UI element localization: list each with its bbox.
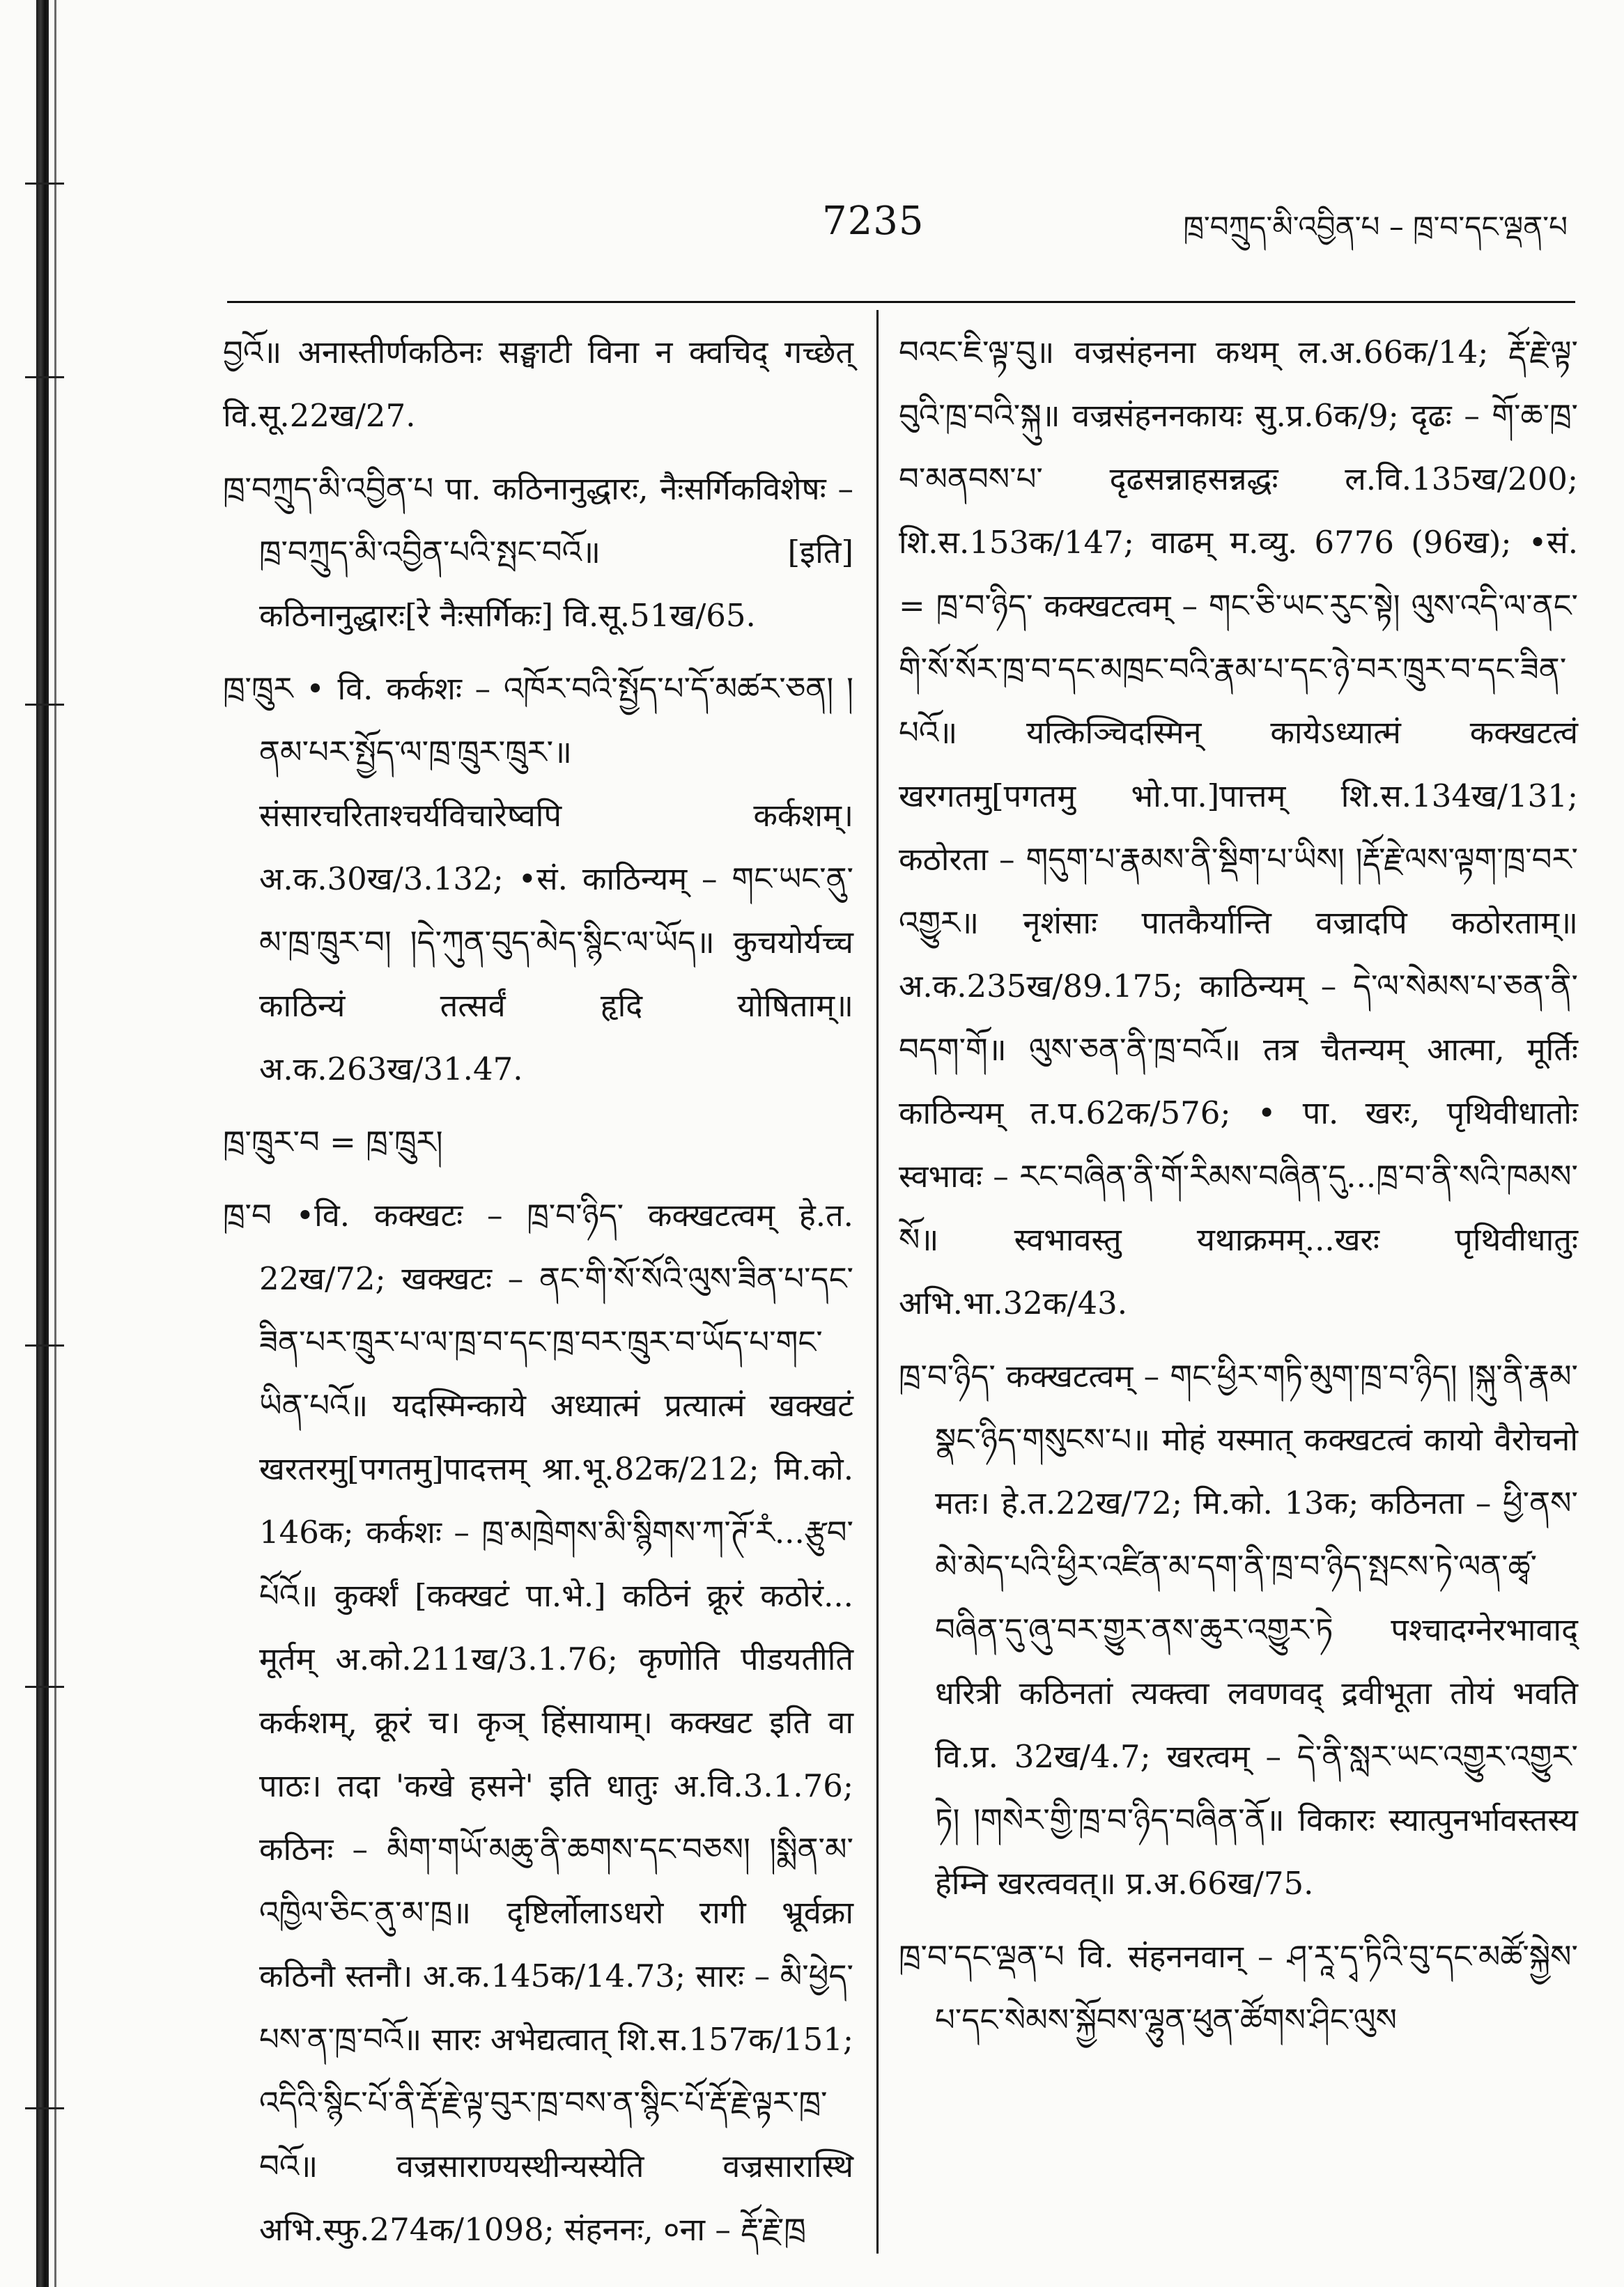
- dictionary-entry: ཁྲ་བ •वि. कक्खटः – ཁྲ་བ་ཉིད་ कक्खटत्वम् हे.त. 22ख/72; खक्खटः – ནང་གི་སོ་སོའི་ལུས་ཟིན་པ་དང་ཟིན་པར་ཁྲུར་པ་ལ་ཁྲ་བ་དང་ཁྲ་བར་ཁྲུར་བ་ཡོད་པ་གང་ཡིན་པའོ॥ यदस्मिन्काये अध्यात्मं प्रत्यात्मं खक्खटं खरतरमु[पगतमु]पादत्तम् श्रा.भू.82क/212; मि.को. 146क; कर्कशः – ཁྲ་མཁྲེགས་མི་སྙིགས་ཀ་ཊོ་རཾ...རྩུབ་པོའོ॥ कुर्क्शं [कक्खटं पा.भे.] कठिनं क्रूरं कठोरं... मूर्तम् अ.को.211ख/3.1.76; कृणोति पीडयतीति कर्कशम्, क्रूरं च। कृञ् हिंसायाम्। कक्खट इति वा पाठः। तदा 'कखे हसने' इति धातुः अ.वि.3.1.76; कठिनः – མིག་གཡོ་མཆུ་ནི་ཆགས་དང་བཅས། །སྨིན་མ་འཁྱིལ་ཅིང་ནུ་མ་ཁྲ॥ दृष्टिर्लोलाऽधरो रागी भ्रूर्वक्रा कठिनौ स्तनौ। अ.क.145क/14.73; सारः – མི་ཕྱེད་པས་ན་ཁྲ་བའོ॥ सारः अभेद्यत्वात् शि.स.157क/151; འདིའི་སྙིང་པོ་ནི་རྡོ་རྗེ་ལྟ་བུར་ཁྲ་བས་ན་སྙིང་པོ་རྡོ་རྗེ་ལྟར་ཁྲ་བའོ॥ वज्रसाराण्यस्थीन्यस्येति वज्रसारास्थि अभि.स्फु.274क/1098; संहननः, ०ना – རྡོ་རྗེ་ཁྲ: [223, 1197, 853, 2248]
- binding-line: [54, 0, 56, 2287]
- entry-continuation: བའང་ཇི་ལྟ་བུ॥ वज्रसंहनना कथम् ल.अ.66क/14; རྡོ་རྗེ་ལྟ་བུའི་ཁྲ་བའི་སྐུ॥ वज्रसंहननकायः सु.प्र.6क/9; दृढः – གོ་ཆ་ཁྲ་བ་མནབས་པ་ दृढसन्नाहसन्नद्धः ल.वि.135ख/200; शि.स.153क/147; वाढम् म.व्यु. 6776 (96ख); •सं. = ཁྲ་བ་ཉིད་ कक्खटत्वम् – གང་ཅི་ཡང་རུང་སྟེ། ལུས་འདི་ལ་ནང་གི་སོ་སོར་ཁྲ་བ་དང་མཁྲང་བའི་རྣམ་པ་དང་ཉེ་བར་ཁྲུར་བ་དང་ཟིན་པའོ॥ यत्किञ्चिदस्मिन् कायेऽध्यात्मं कक्खटत्वं खरगतमु[पगतमु भो.पा.]पात्तम् शि.स.134ख/131; कठोरता – གདུག་པ་རྣམས་ནི་སྡིག་པ་ཡིས། །རྡོ་རྗེ་ལས་ལྟག་ཁྲ་བར་འགྱུར॥ नृशंसाः पातकैर्यान्ति वज्रादपि कठोरताम्॥ अ.क.235ख/89.175; काठिन्यम् – དེ་ལ་སེམས་པ་ཅན་ནི་བདག་གོ॥ ལུས་ཅན་ནི་ཁྲ་བའོ॥ तत्र चैतन्यम् आत्मा, मूर्तिः काठिन्यम् त.प.62क/576; • पा. खरः, पृथिवीधातोः स्वभावः – རང་བཞིན་ནི་གོ་རིམས་བཞིན་དུ...ཁྲ་བ་ནི་སའི་ཁམས་སོ॥ स्वभावस्तु यथाक्रमम्...खरः पृथिवीधातुः अभि.भा.32क/43.: [899, 334, 1578, 1321]
- binding-mark: [25, 183, 64, 185]
- cross-reference-entry: ཁྲ་ཁྲུར་བ = ཁྲ་ཁྲུར།: [223, 1124, 443, 1161]
- binding-mark: [25, 376, 64, 378]
- entry-continuation: བྱའོ॥ अनास्तीर्णकठिनः सङ्घाटी विना न क्वचिद् गच्छेत् वि.सू.22ख/27.: [223, 334, 853, 434]
- binding-mark: [25, 2107, 64, 2109]
- binding-mark: [25, 1686, 64, 1688]
- dictionary-entry: ཁྲ་བཀྲུད་མི་འབྱིན་པ पा. कठिनानुद्धारः, नैःसर्गिकविशेषः – ཁྲ་བཀྲུད་མི་འབྱིན་པའི་སྤང་བའོ॥ [इति] कठिनानुद्धारः[रे नैःसर्गिकः] वि.सू.51ख/65.: [223, 470, 853, 634]
- book-binding-edge: [36, 0, 49, 2287]
- binding-mark: [25, 704, 64, 706]
- dictionary-entry: ཁྲ་ཁྲུར • वि. कर्कशः – འཁོར་བའི་སྤྱོད་པ་དོ་མཚར་ཅན། །ནམ་པར་སྤྱོད་ལ་ཁྲ་ཁྲུར་ཁྲུར་॥ संसारचरिताश्चर्यविचारेष्वपि कर्कशम्। अ.क.30ख/3.132; •सं. काठिन्यम् – གང་ཡང་ནུ་མ་ཁྲ་ཁྲུར་བ། །དེ་ཀུན་བུད་མེད་སྙིང་ལ་ཡོད॥ कुचयोर्यच्च काठिन्यं तत्सर्वं हृदि योषिताम्॥ अ.क.263ख/31.47.: [223, 670, 853, 1087]
- right-column: [899, 320, 1578, 2061]
- dictionary-entry: ཁྲ་བ་ཉིད་ कक्खटत्वम् – གང་ཕྱིར་གཏི་མུག་ཁྲ་བ་ཉིད། །སྐུ་ནི་རྣམ་སྣང་ཉིད་གསུངས་པ॥ मोहं यस्मात् कक्खटत्वं कायो वैरोचनो मतः। हे.त.22ख/72; मि.को. 13क; कठिनता – ཕྱི་ནས་མེ་མེད་པའི་ཕྱིར་འཛིན་མ་དག་ནི་ཁྲ་བ་ཉིད་སྤངས་ཏེ་ལན་ཚྭ་བཞིན་དུ་ཞུ་བར་གྱུར་ནས་ཆུར་འགྱུར་ཏེ पश्चादग्नेरभावाद् धरित्री कठिनतां त्यक्त्वा लवणवद् द्रवीभूता तोयं भवति वि.प्र. 32ख/4.7; खरत्वम् – དེ་ནི་སླར་ཡང་འགྱུར་འགྱུར་ཏེ། །གསེར་གྱི་ཁྲ་བ་ཉིད་བཞིན་ནོ॥ विकारः स्यात्पुनर्भावस्तस्य हेम्नि खरत्ववत्॥ प्र.अ.66ख/75.: [899, 1358, 1578, 1902]
- dictionary-entry: ཁྲ་བ་དང་ལྡན་པ वि. संहननवान् – ཤ་རཱ་དྭ་ཏིའི་བུ་དང་མཚོ་སྐྱེས་པ་དང་སེམས་སྐྱོབས་ལྷུན་ཕུན་ཚོགས་ཤིང་ལུས: [899, 1938, 1578, 2038]
- column-divider: [876, 310, 879, 2254]
- header-rule: [227, 301, 1575, 303]
- binding-mark: [25, 1344, 64, 1347]
- running-head: ཁྲ་བཀྲུད་མི་འབྱིན་པ – ཁྲ་བ་དང་ལྡན་པ: [1183, 210, 1568, 244]
- left-column: [223, 320, 853, 2271]
- page-number: 7235: [822, 199, 925, 244]
